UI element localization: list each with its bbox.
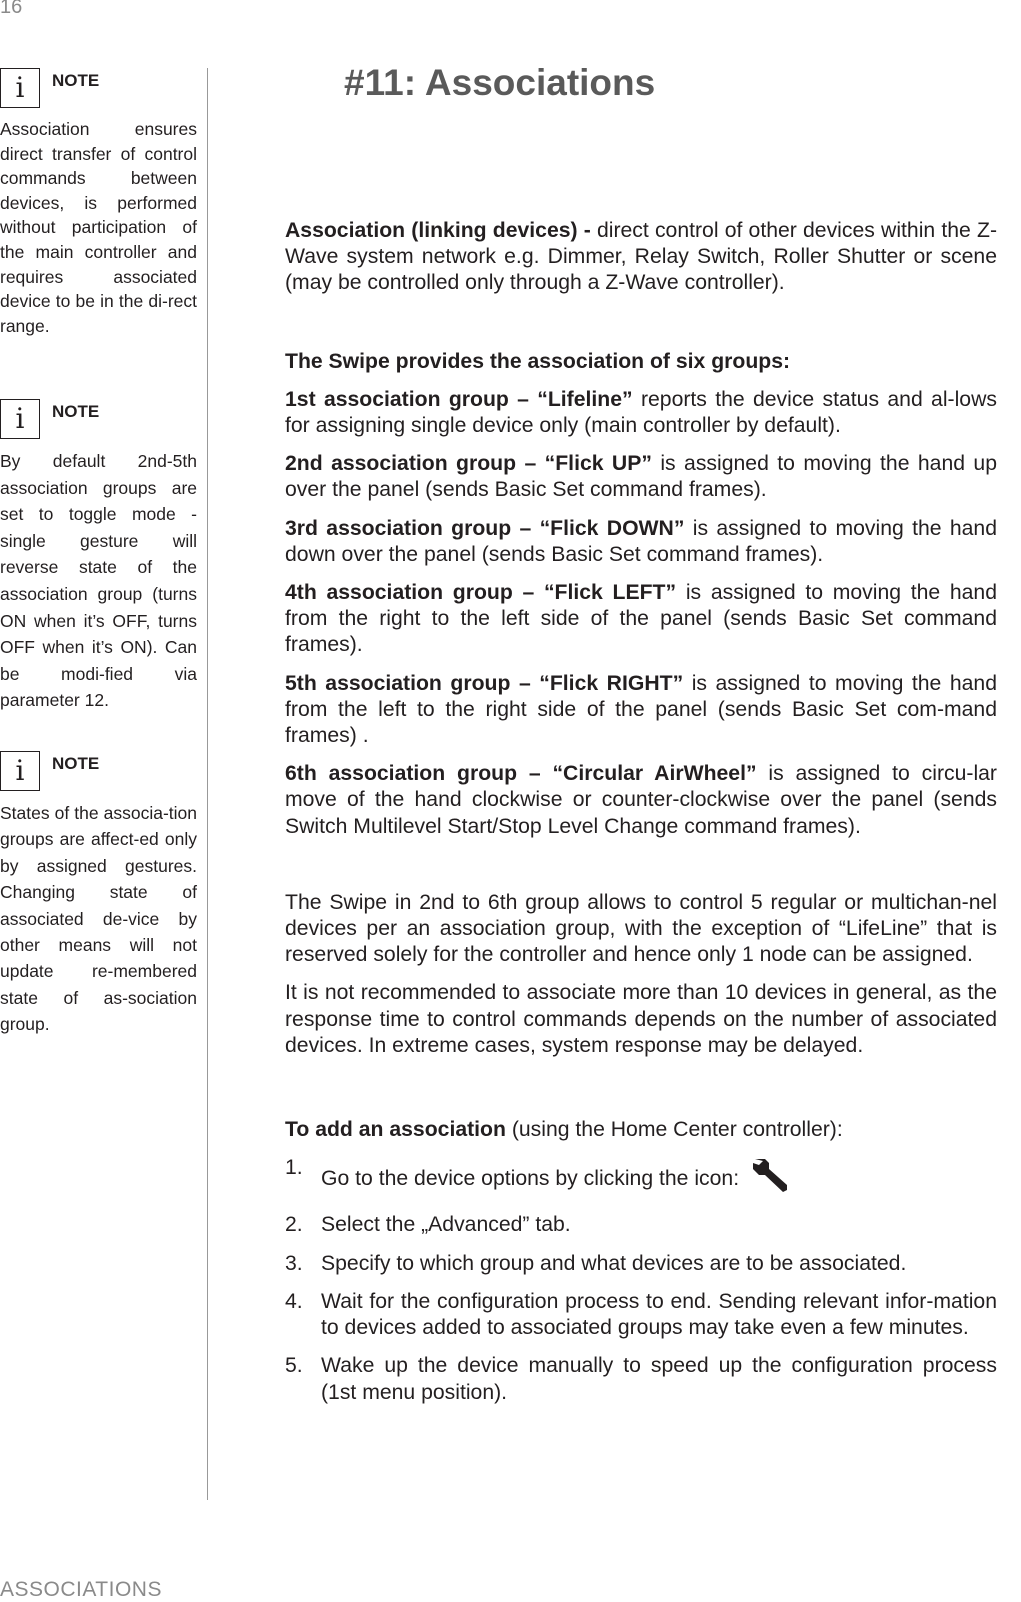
note-toggle-mode xyxy=(0,399,197,714)
page-number: 16 xyxy=(0,0,23,18)
column-divider xyxy=(207,68,208,1500)
add-association-heading xyxy=(285,1117,997,1143)
step-text: Wait for the configuration process to end. Sending relevant infor-mation to devices added to associated groups may take even a few minutes. xyxy=(321,1289,997,1340)
step-text: Select the „Advanced” tab. xyxy=(321,1213,571,1237)
group-3-name: 3rd association group – “Flick DOWN” xyxy=(285,516,685,540)
add-association-text: (using the Home Center controller): xyxy=(505,1118,843,1142)
group-4-name: 4th association group – “Flick LEFT” xyxy=(285,581,677,605)
group-6-desc: is assigned to circu-lar move of the hand clockwise or counter-clockwise over the panel (sends Switch Multilevel Start/Stop Level Change command frames). xyxy=(285,762,997,838)
add-association-term: To add an association xyxy=(285,1118,506,1142)
note-label: NOTE xyxy=(52,402,100,421)
group-4 xyxy=(285,580,997,659)
info-icon: i xyxy=(0,399,40,439)
note-header xyxy=(0,399,197,439)
main-content xyxy=(285,218,997,1406)
info-icon: i xyxy=(0,68,40,108)
list-item xyxy=(285,1251,997,1277)
note-label: NOTE xyxy=(52,754,100,773)
step-number: 3. xyxy=(285,1251,303,1275)
group-2 xyxy=(285,451,997,503)
list-item xyxy=(285,1353,997,1405)
step-text: Wake up the device manually to speed up the configuration process (1st menu position). xyxy=(321,1354,997,1404)
group-5-name: 5th association group – “Flick RIGHT” xyxy=(285,671,684,695)
step-number: 4. xyxy=(285,1289,303,1313)
steps-list xyxy=(285,1155,997,1405)
step-number: 1. xyxy=(285,1156,303,1180)
note-text: By default 2nd-5th association groups are set to toggle mode - single gesture will reverse state of the association group (turns ON when it’s OFF, turns OFF when it’s ON). Can be modi-fied via parameter 12. xyxy=(0,451,197,711)
note-group-states xyxy=(0,751,197,1038)
intro-term: Association (linking devices) - xyxy=(285,219,591,242)
group-6-name: 6th association group – “Circular AirWheel” xyxy=(285,762,757,786)
list-item xyxy=(285,1155,997,1200)
groups-heading: The Swipe provides the association of six groups: xyxy=(285,349,791,373)
note-association xyxy=(0,68,197,338)
note-header xyxy=(0,68,197,108)
info-icon: i xyxy=(0,751,40,791)
group-3-desc: is assigned to moving the hand down over the panel (sends Basic Set command frames). xyxy=(285,516,997,566)
intro-text: direct control of other devices within the Z-Wave system network e.g. Dimmer, Relay Switch, Roller Shutter or scene (may be controlled only through a Z-Wave controller). xyxy=(285,219,997,295)
group-1-name: 1st association group – “Lifeline” xyxy=(285,387,633,411)
group-4-desc: is assigned to moving the hand from the right to the left side of the panel (sends Basic Set command frames). xyxy=(285,581,998,657)
group-1 xyxy=(285,387,997,439)
note-text: Association ensures direct transfer of control commands between devices, is performed without participation of the main controller and requires associated device to be in the di-rect range. xyxy=(0,119,197,336)
capacity-paragraph: The Swipe in 2nd to 6th group allows to control 5 regular or multichan-nel devices per an association group, with the exception of “LifeLine” that is reserved solely for the controller and hence only 1 node can be assigned. xyxy=(285,890,997,967)
recommendation-paragraph: It is not recommended to associate more than 10 devices in general, as the response time to control commands depends on the number of associated devices. In extreme cases, system response may be delayed. xyxy=(285,981,997,1057)
group-5 xyxy=(285,671,997,750)
group-3 xyxy=(285,516,997,568)
note-header xyxy=(0,751,197,791)
group-5-desc: is assigned to moving the hand from the left to the right side of the panel (sends Basic Set com-mand frames) . xyxy=(285,671,997,748)
step-text: Go to the device options by clicking the icon: xyxy=(321,1167,740,1191)
page-title: #11: Associations xyxy=(344,62,656,103)
section-footer-label: ASSOCIATIONS xyxy=(0,1578,162,1601)
step-text: Specify to which group and what devices are to be associated. xyxy=(321,1251,907,1275)
step-text-wrapper xyxy=(321,1155,997,1200)
note-label: NOTE xyxy=(52,71,100,90)
group-2-name: 2nd association group – “Flick UP” xyxy=(285,452,652,476)
group-1-desc: reports the device status and al-lows for assigning single device only (main controller by default). xyxy=(285,387,997,438)
wrench-icon xyxy=(749,1155,793,1200)
list-item xyxy=(285,1289,997,1341)
list-item xyxy=(285,1212,997,1238)
group-6 xyxy=(285,761,997,840)
step-number: 5. xyxy=(285,1354,303,1378)
step-number: 2. xyxy=(285,1213,303,1237)
group-2-desc: is assigned to moving the hand up over the panel (sends Basic Set command frames). xyxy=(285,452,997,502)
note-text: States of the associa-tion groups are affect-ed only by assigned gestures. Changing state of associated de-vice by other means will not update re-membered state of as-sociation group. xyxy=(0,803,197,1035)
intro-paragraph xyxy=(285,218,997,297)
